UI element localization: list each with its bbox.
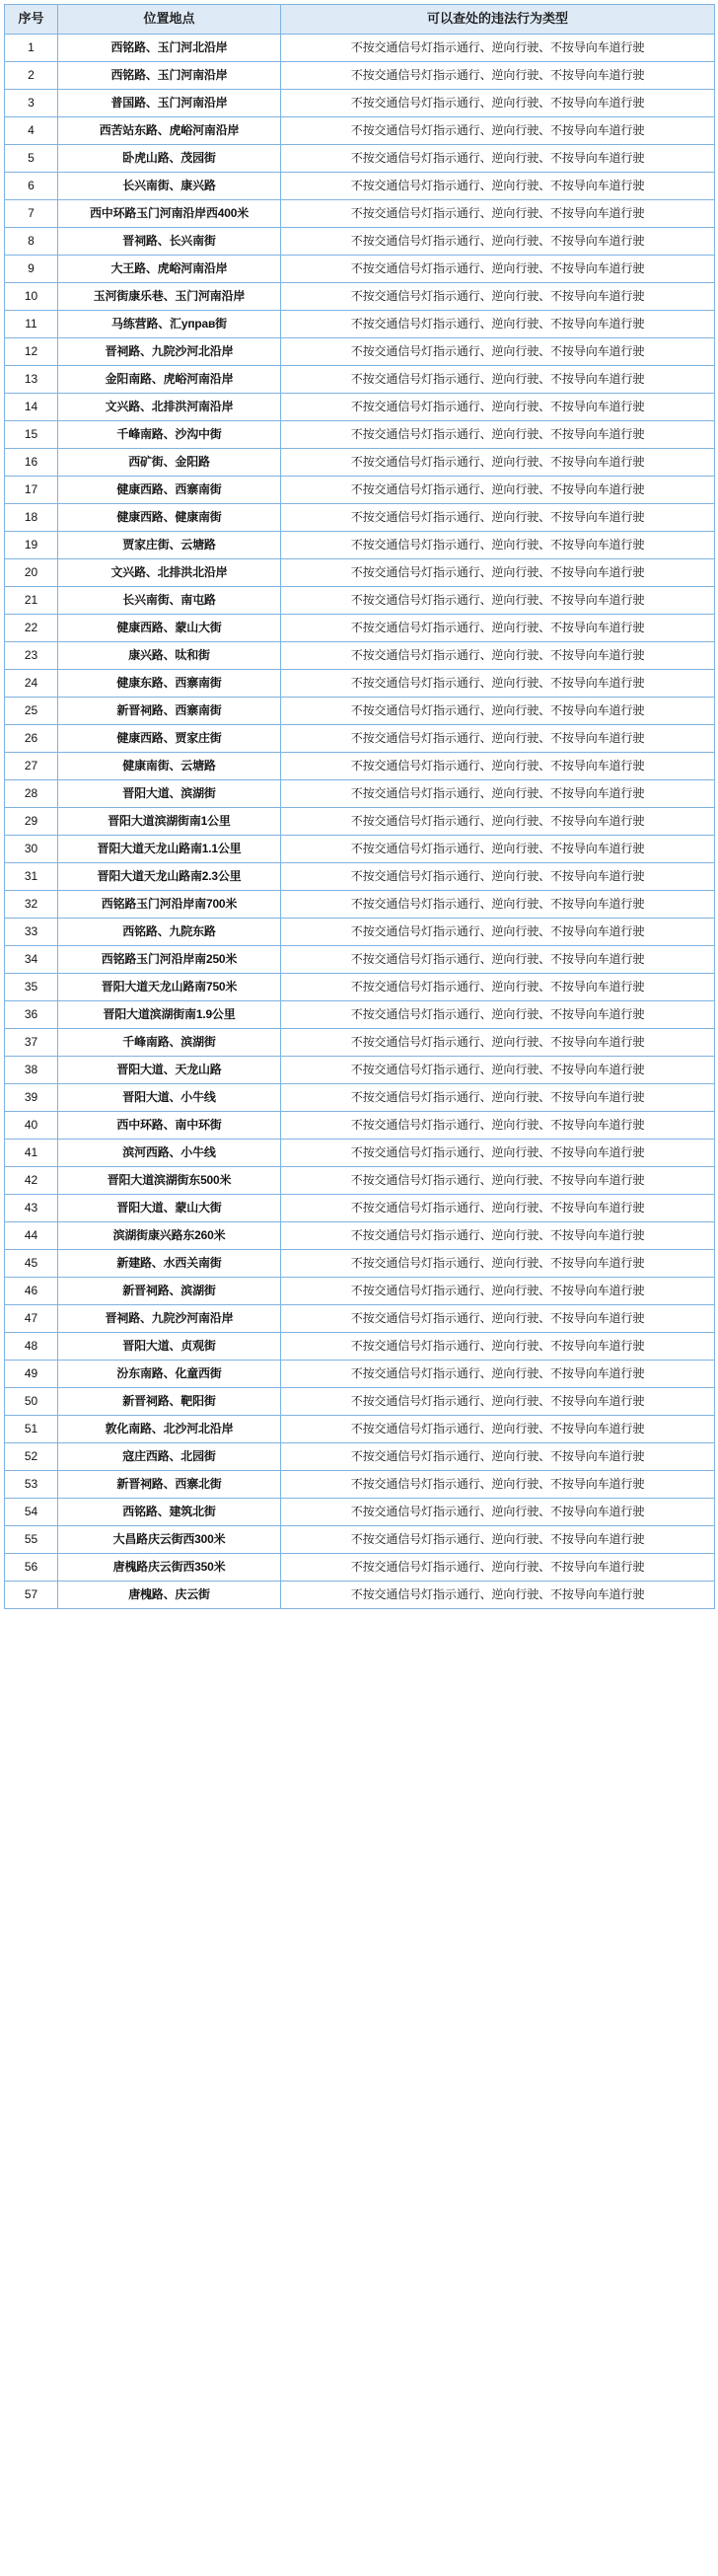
table-row (5, 891, 715, 919)
row-violation-type: 不按交通信号灯指示通行、逆向行驶、不按导向车道行驶 (281, 421, 715, 449)
table-row (5, 1443, 715, 1471)
row-location: 健康东路、西寨南街 (58, 670, 281, 698)
row-location: 晋阳大道滨湖街南1.9公里 (58, 1001, 281, 1029)
header-location: 位置地点 (58, 5, 281, 35)
row-number: 19 (5, 532, 58, 559)
row-number: 1 (5, 35, 58, 62)
row-number: 30 (5, 836, 58, 863)
row-location: 普国路、玉门河南沿岸 (58, 90, 281, 117)
row-number: 54 (5, 1499, 58, 1526)
table-row (5, 587, 715, 615)
table-row (5, 1167, 715, 1195)
row-location: 健康西路、健康南街 (58, 504, 281, 532)
row-number: 36 (5, 1001, 58, 1029)
row-location: 晋阳大道、滨湖街 (58, 780, 281, 808)
row-number: 57 (5, 1582, 58, 1609)
row-violation-type: 不按交通信号灯指示通行、逆向行驶、不按导向车道行驶 (281, 670, 715, 698)
row-number: 49 (5, 1361, 58, 1388)
table-row (5, 338, 715, 366)
table-row (5, 1582, 715, 1609)
row-number: 46 (5, 1278, 58, 1305)
row-location: 晋阳大道、天龙山路 (58, 1057, 281, 1084)
table-row (5, 1554, 715, 1582)
table-row (5, 1388, 715, 1416)
table-row (5, 394, 715, 421)
row-location: 汾东南路、化童西街 (58, 1361, 281, 1388)
row-location: 马练营路、汇управ街 (58, 311, 281, 338)
row-location: 西苦站东路、虎峪河南沿岸 (58, 117, 281, 145)
row-violation-type: 不按交通信号灯指示通行、逆向行驶、不按导向车道行驶 (281, 1554, 715, 1582)
row-violation-type: 不按交通信号灯指示通行、逆向行驶、不按导向车道行驶 (281, 1001, 715, 1029)
table-row (5, 173, 715, 200)
row-location: 健康西路、贾家庄街 (58, 725, 281, 753)
table-row (5, 311, 715, 338)
row-location: 大昌路庆云街西300米 (58, 1526, 281, 1554)
table-row (5, 477, 715, 504)
row-number: 55 (5, 1526, 58, 1554)
row-violation-type: 不按交通信号灯指示通行、逆向行驶、不按导向车道行驶 (281, 311, 715, 338)
row-violation-type: 不按交通信号灯指示通行、逆向行驶、不按导向车道行驶 (281, 1416, 715, 1443)
row-number: 9 (5, 256, 58, 283)
row-number: 37 (5, 1029, 58, 1057)
row-violation-type: 不按交通信号灯指示通行、逆向行驶、不按导向车道行驶 (281, 780, 715, 808)
table-row (5, 698, 715, 725)
row-location: 寇庄西路、北园街 (58, 1443, 281, 1471)
row-violation-type: 不按交通信号灯指示通行、逆向行驶、不按导向车道行驶 (281, 808, 715, 836)
table-row (5, 753, 715, 780)
row-violation-type: 不按交通信号灯指示通行、逆向行驶、不按导向车道行驶 (281, 1222, 715, 1250)
table-row (5, 1140, 715, 1167)
row-number: 2 (5, 62, 58, 90)
row-number: 56 (5, 1554, 58, 1582)
row-location: 敦化南路、北沙河北沿岸 (58, 1416, 281, 1443)
row-violation-type: 不按交通信号灯指示通行、逆向行驶、不按导向车道行驶 (281, 891, 715, 919)
row-violation-type: 不按交通信号灯指示通行、逆向行驶、不按导向车道行驶 (281, 1057, 715, 1084)
row-number: 34 (5, 946, 58, 974)
row-location: 西铭路、玉门河南沿岸 (58, 62, 281, 90)
row-violation-type: 不按交通信号灯指示通行、逆向行驶、不按导向车道行驶 (281, 1526, 715, 1554)
table-row (5, 1029, 715, 1057)
row-number: 32 (5, 891, 58, 919)
table-row (5, 559, 715, 587)
table-row (5, 1499, 715, 1526)
row-violation-type: 不按交通信号灯指示通行、逆向行驶、不按导向车道行驶 (281, 1167, 715, 1195)
row-violation-type: 不按交通信号灯指示通行、逆向行驶、不按导向车道行驶 (281, 1388, 715, 1416)
header-no: 序号 (5, 5, 58, 35)
row-violation-type: 不按交通信号灯指示通行、逆向行驶、不按导向车道行驶 (281, 256, 715, 283)
table-row (5, 919, 715, 946)
row-violation-type: 不按交通信号灯指示通行、逆向行驶、不按导向车道行驶 (281, 1029, 715, 1057)
row-location: 健康西路、西寨南街 (58, 477, 281, 504)
row-location: 西铭路玉门河沿岸南700米 (58, 891, 281, 919)
row-location: 晋阳大道滨湖街南1公里 (58, 808, 281, 836)
row-number: 45 (5, 1250, 58, 1278)
row-number: 12 (5, 338, 58, 366)
row-location: 晋祠路、长兴南街 (58, 228, 281, 256)
row-location: 大王路、虎峪河南沿岸 (58, 256, 281, 283)
table-row (5, 670, 715, 698)
row-location: 晋阳大道、贞观街 (58, 1333, 281, 1361)
row-violation-type: 不按交通信号灯指示通行、逆向行驶、不按导向车道行驶 (281, 1471, 715, 1499)
row-violation-type: 不按交通信号灯指示通行、逆向行驶、不按导向车道行驶 (281, 1333, 715, 1361)
row-location: 西铭路、玉门河北沿岸 (58, 35, 281, 62)
row-number: 41 (5, 1140, 58, 1167)
row-violation-type: 不按交通信号灯指示通行、逆向行驶、不按导向车道行驶 (281, 615, 715, 642)
row-location: 唐槐路、庆云街 (58, 1582, 281, 1609)
row-number: 27 (5, 753, 58, 780)
row-number: 28 (5, 780, 58, 808)
header-type: 可以查处的违法行为类型 (281, 5, 715, 35)
row-number: 23 (5, 642, 58, 670)
row-number: 13 (5, 366, 58, 394)
row-number: 26 (5, 725, 58, 753)
table-row (5, 504, 715, 532)
row-violation-type: 不按交通信号灯指示通行、逆向行驶、不按导向车道行驶 (281, 394, 715, 421)
table-row (5, 117, 715, 145)
table-row (5, 642, 715, 670)
row-violation-type: 不按交通信号灯指示通行、逆向行驶、不按导向车道行驶 (281, 1195, 715, 1222)
table-row (5, 35, 715, 62)
row-number: 35 (5, 974, 58, 1001)
row-location: 滨河西路、小牛线 (58, 1140, 281, 1167)
table-row (5, 946, 715, 974)
row-location: 西铭路玉门河沿岸南250米 (58, 946, 281, 974)
row-violation-type: 不按交通信号灯指示通行、逆向行驶、不按导向车道行驶 (281, 62, 715, 90)
row-location: 千峰南路、沙沟中街 (58, 421, 281, 449)
row-number: 29 (5, 808, 58, 836)
row-violation-type: 不按交通信号灯指示通行、逆向行驶、不按导向车道行驶 (281, 117, 715, 145)
table-row (5, 1471, 715, 1499)
table-row (5, 200, 715, 228)
row-number: 10 (5, 283, 58, 311)
row-violation-type: 不按交通信号灯指示通行、逆向行驶、不按导向车道行驶 (281, 35, 715, 62)
row-location: 卧虎山路、茂园街 (58, 145, 281, 173)
row-location: 玉河街康乐巷、玉门河南沿岸 (58, 283, 281, 311)
table-row (5, 1001, 715, 1029)
table-row (5, 615, 715, 642)
table-header (5, 5, 715, 35)
row-number: 22 (5, 615, 58, 642)
row-location: 贾家庄街、云塘路 (58, 532, 281, 559)
row-number: 44 (5, 1222, 58, 1250)
row-violation-type: 不按交通信号灯指示通行、逆向行驶、不按导向车道行驶 (281, 1140, 715, 1167)
row-location: 晋阳大道天龙山路南1.1公里 (58, 836, 281, 863)
row-violation-type: 不按交通信号灯指示通行、逆向行驶、不按导向车道行驶 (281, 559, 715, 587)
row-location: 新建路、水西关南街 (58, 1250, 281, 1278)
row-number: 43 (5, 1195, 58, 1222)
row-violation-type: 不按交通信号灯指示通行、逆向行驶、不按导向车道行驶 (281, 1361, 715, 1388)
row-violation-type: 不按交通信号灯指示通行、逆向行驶、不按导向车道行驶 (281, 228, 715, 256)
row-number: 40 (5, 1112, 58, 1140)
row-location: 文兴路、北排洪北沿岸 (58, 559, 281, 587)
row-number: 24 (5, 670, 58, 698)
row-location: 新晋祠路、滨湖街 (58, 1278, 281, 1305)
row-location: 晋阳大道天龙山路南750米 (58, 974, 281, 1001)
row-number: 21 (5, 587, 58, 615)
row-violation-type: 不按交通信号灯指示通行、逆向行驶、不按导向车道行驶 (281, 836, 715, 863)
row-location: 西铭路、九院东路 (58, 919, 281, 946)
row-number: 39 (5, 1084, 58, 1112)
row-location: 西铭路、建筑北街 (58, 1499, 281, 1526)
row-location: 滨湖街康兴路东260米 (58, 1222, 281, 1250)
table-body (5, 35, 715, 1609)
row-violation-type: 不按交通信号灯指示通行、逆向行驶、不按导向车道行驶 (281, 338, 715, 366)
row-number: 48 (5, 1333, 58, 1361)
table-row (5, 974, 715, 1001)
row-location: 晋阳大道、蒙山大街 (58, 1195, 281, 1222)
row-number: 14 (5, 394, 58, 421)
table-row (5, 421, 715, 449)
row-violation-type: 不按交通信号灯指示通行、逆向行驶、不按导向车道行驶 (281, 1499, 715, 1526)
table-row (5, 725, 715, 753)
row-location: 晋阳大道滨湖街东500米 (58, 1167, 281, 1195)
row-violation-type: 不按交通信号灯指示通行、逆向行驶、不按导向车道行驶 (281, 919, 715, 946)
table-row (5, 1416, 715, 1443)
row-location: 西中环路、南中环街 (58, 1112, 281, 1140)
table-row (5, 62, 715, 90)
row-number: 7 (5, 200, 58, 228)
row-number: 11 (5, 311, 58, 338)
row-number: 8 (5, 228, 58, 256)
row-violation-type: 不按交通信号灯指示通行、逆向行驶、不按导向车道行驶 (281, 1112, 715, 1140)
row-number: 52 (5, 1443, 58, 1471)
row-violation-type: 不按交通信号灯指示通行、逆向行驶、不按导向车道行驶 (281, 725, 715, 753)
table-row (5, 1222, 715, 1250)
row-violation-type: 不按交通信号灯指示通行、逆向行驶、不按导向车道行驶 (281, 1084, 715, 1112)
table-row (5, 1084, 715, 1112)
row-location: 西中环路玉门河南沿岸西400米 (58, 200, 281, 228)
row-location: 新晋祠路、靶阳街 (58, 1388, 281, 1416)
row-number: 38 (5, 1057, 58, 1084)
row-location: 晋祠路、九院沙河南沿岸 (58, 1305, 281, 1333)
row-violation-type: 不按交通信号灯指示通行、逆向行驶、不按导向车道行驶 (281, 1278, 715, 1305)
table-row (5, 1195, 715, 1222)
row-violation-type: 不按交通信号灯指示通行、逆向行驶、不按导向车道行驶 (281, 1250, 715, 1278)
row-number: 47 (5, 1305, 58, 1333)
row-violation-type: 不按交通信号灯指示通行、逆向行驶、不按导向车道行驶 (281, 504, 715, 532)
table-row (5, 90, 715, 117)
row-violation-type: 不按交通信号灯指示通行、逆向行驶、不按导向车道行驶 (281, 753, 715, 780)
table-row (5, 1250, 715, 1278)
row-violation-type: 不按交通信号灯指示通行、逆向行驶、不按导向车道行驶 (281, 1582, 715, 1609)
row-violation-type: 不按交通信号灯指示通行、逆向行驶、不按导向车道行驶 (281, 283, 715, 311)
row-number: 4 (5, 117, 58, 145)
row-violation-type: 不按交通信号灯指示通行、逆向行驶、不按导向车道行驶 (281, 1305, 715, 1333)
row-violation-type: 不按交通信号灯指示通行、逆向行驶、不按导向车道行驶 (281, 946, 715, 974)
row-violation-type: 不按交通信号灯指示通行、逆向行驶、不按导向车道行驶 (281, 698, 715, 725)
row-number: 20 (5, 559, 58, 587)
row-violation-type: 不按交通信号灯指示通行、逆向行驶、不按导向车道行驶 (281, 532, 715, 559)
row-violation-type: 不按交通信号灯指示通行、逆向行驶、不按导向车道行驶 (281, 173, 715, 200)
row-location: 金阳南路、虎峪河南沿岸 (58, 366, 281, 394)
row-number: 17 (5, 477, 58, 504)
row-location: 晋祠路、九院沙河北沿岸 (58, 338, 281, 366)
table-row (5, 780, 715, 808)
row-location: 千峰南路、滨湖街 (58, 1029, 281, 1057)
row-number: 25 (5, 698, 58, 725)
row-number: 18 (5, 504, 58, 532)
table-row (5, 228, 715, 256)
table-row (5, 256, 715, 283)
row-number: 31 (5, 863, 58, 891)
row-location: 晋阳大道天龙山路南2.3公里 (58, 863, 281, 891)
row-violation-type: 不按交通信号灯指示通行、逆向行驶、不按导向车道行驶 (281, 200, 715, 228)
table-row (5, 449, 715, 477)
row-violation-type: 不按交通信号灯指示通行、逆向行驶、不按导向车道行驶 (281, 145, 715, 173)
table-row (5, 1361, 715, 1388)
row-number: 6 (5, 173, 58, 200)
table-row (5, 1278, 715, 1305)
row-violation-type: 不按交通信号灯指示通行、逆向行驶、不按导向车道行驶 (281, 974, 715, 1001)
table-row (5, 1333, 715, 1361)
table-row (5, 283, 715, 311)
row-number: 50 (5, 1388, 58, 1416)
row-location: 健康南街、云塘路 (58, 753, 281, 780)
row-location: 长兴南街、南屯路 (58, 587, 281, 615)
row-number: 42 (5, 1167, 58, 1195)
row-location: 新晋祠路、西寨南街 (58, 698, 281, 725)
row-violation-type: 不按交通信号灯指示通行、逆向行驶、不按导向车道行驶 (281, 90, 715, 117)
table-row (5, 836, 715, 863)
row-violation-type: 不按交通信号灯指示通行、逆向行驶、不按导向车道行驶 (281, 642, 715, 670)
row-violation-type: 不按交通信号灯指示通行、逆向行驶、不按导向车道行驶 (281, 1443, 715, 1471)
table-row (5, 1057, 715, 1084)
row-number: 15 (5, 421, 58, 449)
row-number: 53 (5, 1471, 58, 1499)
row-location: 西矿街、金阳路 (58, 449, 281, 477)
row-violation-type: 不按交通信号灯指示通行、逆向行驶、不按导向车道行驶 (281, 863, 715, 891)
row-number: 33 (5, 919, 58, 946)
table-row (5, 1526, 715, 1554)
row-number: 16 (5, 449, 58, 477)
row-location: 文兴路、北排洪河南沿岸 (58, 394, 281, 421)
row-number: 5 (5, 145, 58, 173)
row-violation-type: 不按交通信号灯指示通行、逆向行驶、不按导向车道行驶 (281, 587, 715, 615)
header-row (5, 5, 715, 35)
table-row (5, 808, 715, 836)
row-location: 健康西路、蒙山大街 (58, 615, 281, 642)
row-location: 晋阳大道、小牛线 (58, 1084, 281, 1112)
table-row (5, 1112, 715, 1140)
row-violation-type: 不按交通信号灯指示通行、逆向行驶、不按导向车道行驶 (281, 366, 715, 394)
row-location: 新晋祠路、西寨北街 (58, 1471, 281, 1499)
row-violation-type: 不按交通信号灯指示通行、逆向行驶、不按导向车道行驶 (281, 449, 715, 477)
table-row (5, 863, 715, 891)
table-row (5, 1305, 715, 1333)
row-violation-type: 不按交通信号灯指示通行、逆向行驶、不按导向车道行驶 (281, 477, 715, 504)
table-row (5, 145, 715, 173)
table-row (5, 532, 715, 559)
row-number: 51 (5, 1416, 58, 1443)
row-location: 唐槐路庆云街西350米 (58, 1554, 281, 1582)
violations-table (4, 4, 715, 1609)
row-number: 3 (5, 90, 58, 117)
row-location: 长兴南街、康兴路 (58, 173, 281, 200)
table-row (5, 366, 715, 394)
row-location: 康兴路、呔和街 (58, 642, 281, 670)
